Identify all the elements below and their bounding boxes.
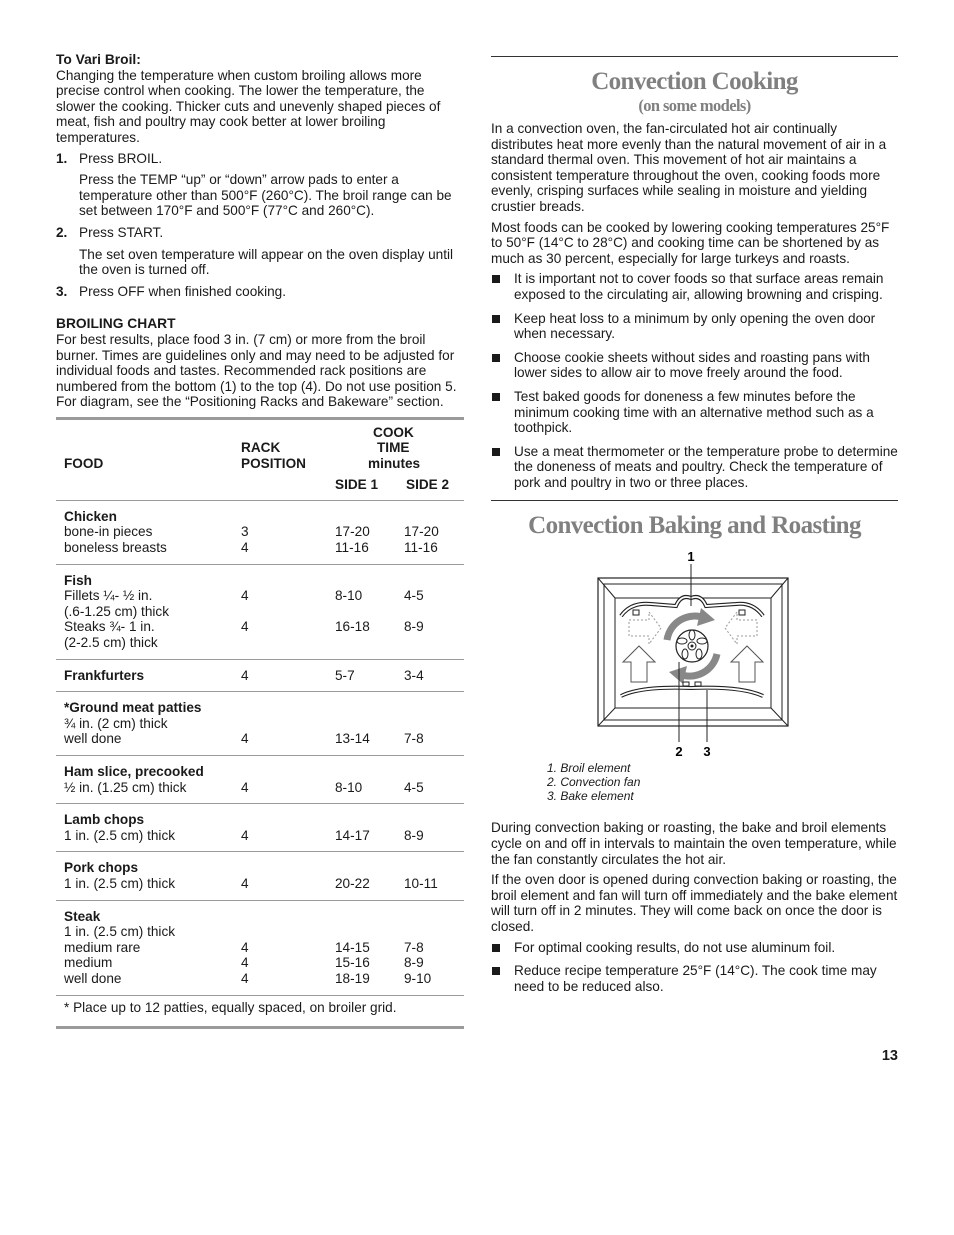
table-row	[56, 700, 464, 716]
cell-side1: 16-18	[335, 619, 370, 635]
cell-side2: 8-9	[404, 955, 424, 971]
table-row	[56, 524, 464, 540]
table-row	[56, 924, 464, 940]
table-row-group	[56, 501, 464, 565]
cell-side1: 8-10	[335, 779, 363, 795]
convection-cooking-subtitle: (on some models)	[638, 96, 751, 115]
cell-food: well done	[64, 731, 122, 747]
cell-food: Pork chops	[64, 860, 139, 876]
table-row	[56, 812, 464, 828]
bullet-square-icon	[492, 315, 500, 323]
cell-side2: 9-10	[404, 970, 432, 986]
legend-item: 1. Broil element	[547, 761, 631, 776]
table-row	[56, 635, 464, 651]
table-row	[56, 764, 464, 780]
table-body	[56, 501, 464, 996]
broiling-chart-table	[56, 417, 464, 1029]
step-number: 3.	[56, 283, 68, 299]
vari-broil-heading: To Vari Broil:	[56, 52, 141, 67]
cell-food: (.6-1.25 cm) thick	[64, 603, 169, 619]
cell-food: 1 in. (2.5 cm) thick	[64, 924, 176, 940]
cell-side1: 17-20	[335, 524, 370, 540]
cell-side2: 7-8	[404, 939, 424, 955]
cell-side2: 10-11	[404, 875, 438, 891]
header-rack: RACK	[241, 439, 281, 455]
list-item: Keep heat loss to a minimum by only opening the oven door when necessary.	[491, 311, 898, 342]
right-column	[491, 56, 898, 1064]
table-row	[56, 604, 464, 620]
table-row-group	[56, 852, 464, 900]
cell-side2: 4-5	[404, 588, 424, 604]
table-row	[56, 619, 464, 635]
cell-food: Ham slice, precooked	[64, 764, 204, 779]
table-row-group	[56, 660, 464, 693]
vari-broil-intro: Changing the temperature when custom broiling allows more precise control when cooking. The lower the temperature, the slower the cooking. Thicker cuts and unevenly shaped pieces of meat, fish and poultry may cook better at lower broiling temperatures.	[56, 67, 441, 145]
cell-side2: 11-16	[404, 540, 438, 556]
convection-baking-title: Convection Baking and Roasting	[528, 512, 861, 540]
cell-side2: 8-9	[404, 619, 424, 635]
table-row	[56, 828, 464, 844]
table-row	[56, 909, 464, 925]
cell-food: *Ground meat patties	[64, 700, 202, 716]
step-text: Press OFF when finished cooking.	[79, 283, 287, 299]
broiling-chart-heading: BROILING CHART	[56, 316, 176, 332]
cell-food: 1 in. (2.5 cm) thick	[64, 875, 176, 891]
cell-food: Fillets ¼- ½ in.	[64, 588, 153, 604]
table-row-group	[56, 692, 464, 756]
cell-food: ½ in. (1.25 cm) thick	[64, 779, 187, 795]
table-row	[56, 668, 464, 684]
list-item: Reduce recipe temperature 25°F (14°C). The cook time may need to be reduced also.	[491, 963, 898, 994]
callout-3: 3	[703, 744, 711, 760]
table-header	[56, 420, 464, 501]
cell-rack: 4	[241, 667, 249, 683]
cell-side1: 8-10	[335, 588, 363, 604]
step-text: Press START.	[79, 224, 164, 240]
convection-para-2: Most foods can be cooked by lowering cooking temperatures 25°F to 50°F (14°C to 28°C) and cooking time can be shortened by as much as 30 percent, especially for large turkeys and roasts.	[491, 219, 890, 266]
table-row	[56, 876, 464, 892]
table-row	[56, 540, 464, 556]
header-side2: SIDE 2	[406, 476, 450, 492]
header-time: TIME	[377, 439, 410, 455]
table-row-group	[56, 565, 464, 660]
list-item: For optimal cooking results, do not use aluminum foil.	[491, 940, 898, 956]
list-item: Choose cookie sheets without sides and roasting pans with lower sides to allow air to move freely around the food.	[491, 350, 898, 381]
cell-food: medium	[64, 955, 113, 971]
section-divider	[491, 56, 898, 57]
step-1	[56, 151, 464, 219]
header-position: POSITION	[241, 455, 306, 471]
table-row	[56, 971, 464, 987]
baking-bullets	[491, 940, 898, 995]
cell-side1: 14-17	[335, 827, 370, 843]
bullet-square-icon	[492, 944, 500, 952]
baking-para-1: During convection baking or roasting, the bake and broil elements cycle on and off in intervals to maintain the oven temperature, while the fan constantly circulates the hot air.	[491, 820, 897, 867]
cell-food: medium rare	[64, 939, 141, 955]
bullet-square-icon	[492, 275, 500, 283]
oven-cavity-illustration	[491, 550, 898, 760]
cell-rack: 4	[241, 955, 249, 971]
chart-footnote: * Place up to 12 patties, equally spaced, on broiler grid.	[64, 999, 397, 1015]
cell-rack: 4	[241, 939, 249, 955]
convection-para-1: In a convection oven, the fan-circulated hot air continually distributes heat more evenly than the natural movement of air in a standard thermal oven. This movement of hot air maintains a consistent temperature throughout the oven, cooking foods more evenly, crisping surfaces while sealing in moisture and yielding crustier breads.	[491, 121, 887, 214]
cell-rack: 4	[241, 779, 249, 795]
cell-rack: 4	[241, 731, 249, 747]
step-number: 2.	[56, 224, 68, 240]
cell-side1: 20-22	[335, 875, 370, 891]
header-side1: SIDE 1	[335, 476, 379, 492]
header-cook: COOK	[373, 424, 414, 440]
cell-side2: 8-9	[404, 827, 424, 843]
cell-side1: 18-19	[335, 970, 370, 986]
table-row	[56, 955, 464, 971]
cell-side2: 3-4	[404, 667, 424, 683]
table-row-group	[56, 804, 464, 852]
left-column	[56, 52, 464, 1029]
section-divider	[491, 500, 898, 501]
header-minutes: minutes	[368, 455, 421, 471]
broiling-chart-intro: For best results, place food 3 in. (7 cm) or more from the broil burner. Times are guidelines only and may need to be adjusted for individual foods and tastes. Recommended rack positions are numbered from the bottom (1) to the top (4). Do not use position 5. For diagram, see the “Positioning Racks and Bakeware” section.	[56, 331, 457, 410]
table-row-group	[56, 756, 464, 804]
bullet-square-icon	[492, 967, 500, 975]
page-number: 13	[881, 1048, 898, 1064]
convection-cooking-title: Convection Cooking	[591, 68, 798, 95]
callout-2: 2	[675, 744, 683, 760]
cell-food: boneless breasts	[64, 540, 167, 556]
table-row	[56, 573, 464, 589]
table-row	[56, 716, 464, 732]
table-row	[56, 780, 464, 796]
cell-food: well done	[64, 970, 122, 986]
callout-1: 1	[687, 550, 695, 565]
cell-food: 1 in. (2.5 cm) thick	[64, 827, 176, 843]
baking-para-2: If the oven door is opened during convection baking or roasting, the broil element and fan will turn off immediately and the bake element will turn off in 2 minutes. They will come back on once the door is closed.	[491, 872, 898, 935]
table-row	[56, 731, 464, 747]
legend-item: 3. Bake element	[547, 789, 634, 804]
oven-diagram	[491, 550, 898, 802]
bullet-square-icon	[492, 393, 500, 401]
cell-food: Lamb chops	[64, 812, 145, 828]
cell-rack: 3	[241, 524, 249, 540]
cell-food: Frankfurters	[64, 667, 145, 683]
table-row	[56, 940, 464, 956]
table-row-group	[56, 901, 464, 996]
cell-food: Fish	[64, 572, 92, 588]
cell-side2: 4-5	[404, 779, 424, 795]
diagram-legend	[547, 761, 640, 803]
cell-side2: 7-8	[404, 731, 424, 747]
cell-side1: 5-7	[335, 667, 355, 683]
cell-rack: 4	[241, 540, 249, 556]
list-item: Use a meat thermometer or the temperature probe to determine the doneness of meats and poultry. Check the temperature of pork and poultry in two or three places.	[491, 444, 898, 491]
cell-rack: 4	[241, 970, 249, 986]
cell-side1: 15-16	[335, 955, 370, 971]
table-row	[56, 860, 464, 876]
list-item: It is important not to cover foods so that surface areas remain exposed to the circulating air, allowing browning and crisping.	[491, 271, 898, 302]
table-row	[56, 509, 464, 525]
cell-food: bone-in pieces	[64, 524, 153, 540]
legend-item: 2. Convection fan	[547, 775, 641, 790]
convection-bullets	[491, 271, 898, 490]
step-3	[56, 284, 464, 300]
cell-food: Chicken	[64, 508, 117, 524]
cell-rack: 4	[241, 588, 249, 604]
bullet-square-icon	[492, 448, 500, 456]
list-item: Test baked goods for doneness a few minutes before the minimum cooking time with an alternative method such as a toothpick.	[491, 389, 898, 436]
cell-food: ¾ in. (2 cm) thick	[64, 715, 168, 731]
cell-rack: 4	[241, 827, 249, 843]
cell-side2: 17-20	[404, 524, 439, 540]
bullet-square-icon	[492, 354, 500, 362]
cell-food: Steak	[64, 908, 101, 924]
table-row	[56, 588, 464, 604]
cell-side1: 14-15	[335, 939, 370, 955]
step-detail: Press the TEMP “up” or “down” arrow pads to enter a temperature other than 500°F (260°C). The broil range can be set between 170°F and 500°F (77°C and 260°C).	[79, 172, 452, 219]
step-text: Press BROIL.	[79, 150, 163, 166]
cell-rack: 4	[241, 619, 249, 635]
cell-food: (2-2.5 cm) thick	[64, 635, 158, 651]
vari-broil-steps	[56, 151, 464, 300]
step-2	[56, 225, 464, 278]
cell-side1: 13-14	[335, 731, 370, 747]
cell-rack: 4	[241, 875, 249, 891]
cell-food: Steaks ¾- 1 in.	[64, 619, 155, 635]
header-food: FOOD	[64, 455, 104, 471]
step-detail: The set oven temperature will appear on the oven display until the oven is turned off.	[79, 246, 454, 278]
cell-side1: 11-16	[335, 540, 369, 556]
step-number: 1.	[56, 150, 68, 166]
